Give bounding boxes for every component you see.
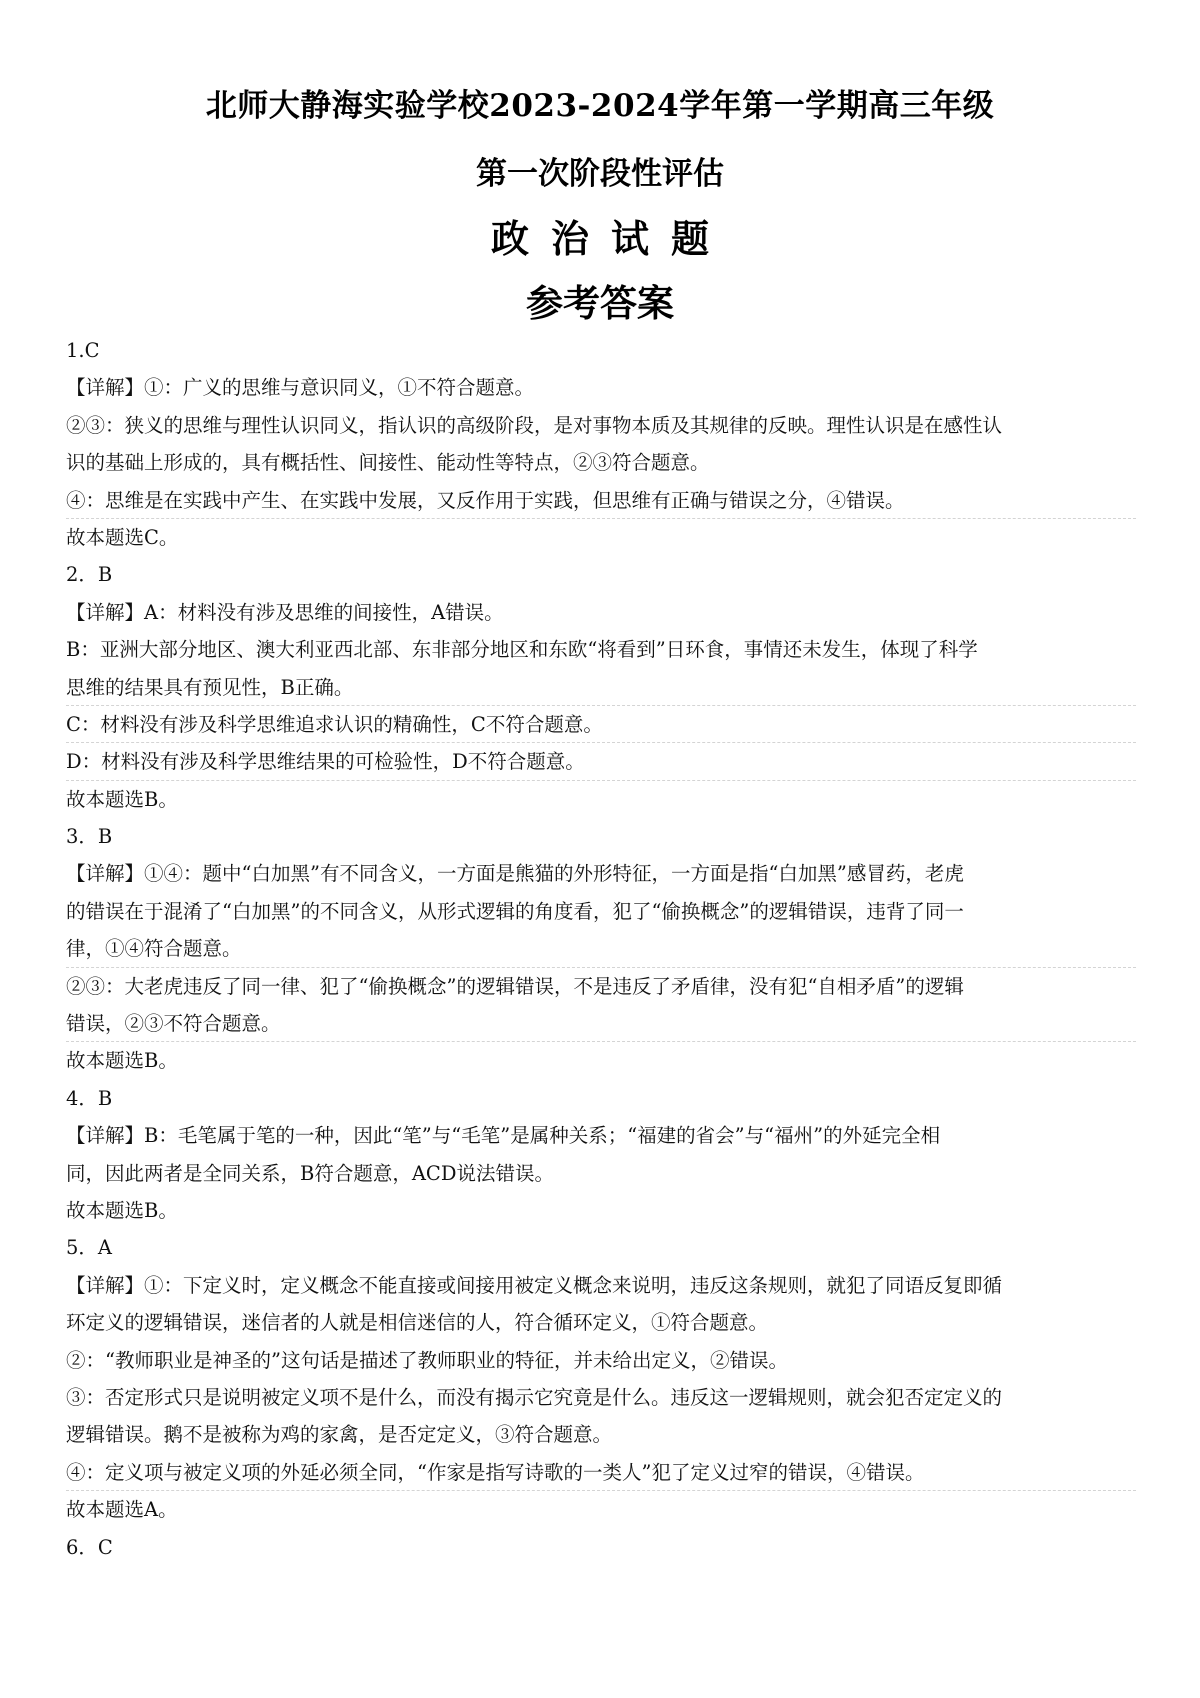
explanation-line: 识的基础上形成的，具有概括性、间接性、能动性等特点，②③符合题意。 — [66, 451, 710, 475]
explanation-line: 【详解】①④：题中“白加黑”有不同含义，一方面是熊猫的外形特征，一方面是指“白加黑”感冒药，老虎 — [66, 862, 964, 886]
explanation-line: 的错误在于混淆了“白加黑”的不同含义，从形式逻辑的角度看，犯了“偷换概念”的逻辑错误，违背了同一 — [66, 899, 964, 923]
explanation-line: 环定义的逻辑错误，迷信者的人就是相信迷信的人，符合循环定义，①符合题意。 — [66, 1311, 769, 1335]
conclusion-line: 故本题选B。 — [66, 787, 178, 811]
explanation-line: D：材料没有涉及科学思维结果的可检验性，D不符合题意。 — [66, 743, 1136, 780]
question-number: 1.C — [66, 339, 100, 362]
school-title: 北师大静海实验学校2023-2024学年第一学期高三年级 — [205, 88, 995, 124]
answer-2 — [66, 556, 1136, 818]
explanation-line: ④：定义项与被定义项的外延必须全同，“作家是指写诗歌的一类人”犯了定义过窄的错误，④错误。 — [66, 1454, 1136, 1491]
answer-1 — [66, 332, 1136, 556]
question-number: 6．C — [66, 1535, 113, 1559]
conclusion-line: 故本题选B。 — [66, 1049, 178, 1073]
conclusion-line: 故本题选B。 — [66, 1198, 178, 1222]
explanation-line: 同，因此两者是全同关系，B符合题意，ACD说法错误。 — [66, 1161, 554, 1185]
answer-4 — [66, 1080, 1136, 1230]
question-number: 4．B — [66, 1086, 113, 1110]
explanation-line: 【详解】①：下定义时，定义概念不能直接或间接用被定义概念来说明，违反这条规则，就犯了同语反复即循 — [66, 1273, 1003, 1297]
explanation-line: ④：思维是在实践中产生、在实践中发展，又反作用于实践，但思维有正确与错误之分，④错误。 — [66, 482, 1136, 519]
explanation-line: 错误，②③不符合题意。 — [66, 1005, 1136, 1042]
answer-5 — [66, 1229, 1136, 1528]
explanation-line: 律，①④符合题意。 — [66, 930, 1136, 967]
explanation-line: 【详解】B：毛笔属于笔的一种，因此“笔”与“毛笔”是属种关系；“福建的省会”与“福州”的外延完全相 — [66, 1124, 941, 1148]
answers-body — [66, 332, 1136, 1566]
subject-title: 政治试题 — [490, 216, 731, 261]
explanation-line: 【详解】A：材料没有涉及思维的间接性，A错误。 — [66, 600, 504, 624]
assessment-title: 第一次阶段性评估 — [476, 156, 724, 192]
explanation-line: ③：否定形式只是说明被定义项不是什么，而没有揭示它究竟是什么。违反这一逻辑规则，就会犯否定定义的 — [66, 1385, 1003, 1409]
question-number: 5．A — [66, 1236, 112, 1260]
conclusion-line: 故本题选A。 — [66, 1498, 178, 1522]
explanation-line: B：亚洲大部分地区、澳大利亚西北部、东非部分地区和东欧“将看到”日环食，事情还未发生，体现了科学 — [66, 638, 978, 662]
explanation-line: 逻辑错误。鹅不是被称为鸡的家禽，是否定定义，③符合题意。 — [66, 1423, 613, 1447]
answer-6 — [66, 1529, 1136, 1566]
explanation-line: C：材料没有涉及科学思维追求认识的精确性，C不符合题意。 — [66, 706, 1136, 743]
explanation-line: 【详解】①：广义的思维与意识同义，①不符合题意。 — [66, 376, 535, 400]
conclusion-line: 故本题选C。 — [66, 525, 179, 549]
answer-3 — [66, 818, 1136, 1080]
answer-key-title: 参考答案 — [526, 281, 674, 325]
question-number: 3．B — [66, 825, 113, 849]
explanation-line: ②③：大老虎违反了同一律、犯了“偷换概念”的逻辑错误，不是违反了矛盾律，没有犯“自相矛盾”的逻辑 — [66, 974, 964, 998]
question-number: 2．B — [66, 563, 113, 587]
explanation-line: ②：“教师职业是神圣的”这句话是描述了教师职业的特征，并未给出定义，②错误。 — [66, 1348, 788, 1372]
explanation-line: ②③：狭义的思维与理性认识同义，指认识的高级阶段，是对事物本质及其规律的反映。理性认识是在感性认 — [66, 413, 1003, 437]
explanation-line: 思维的结果具有预见性，B正确。 — [66, 669, 1136, 706]
